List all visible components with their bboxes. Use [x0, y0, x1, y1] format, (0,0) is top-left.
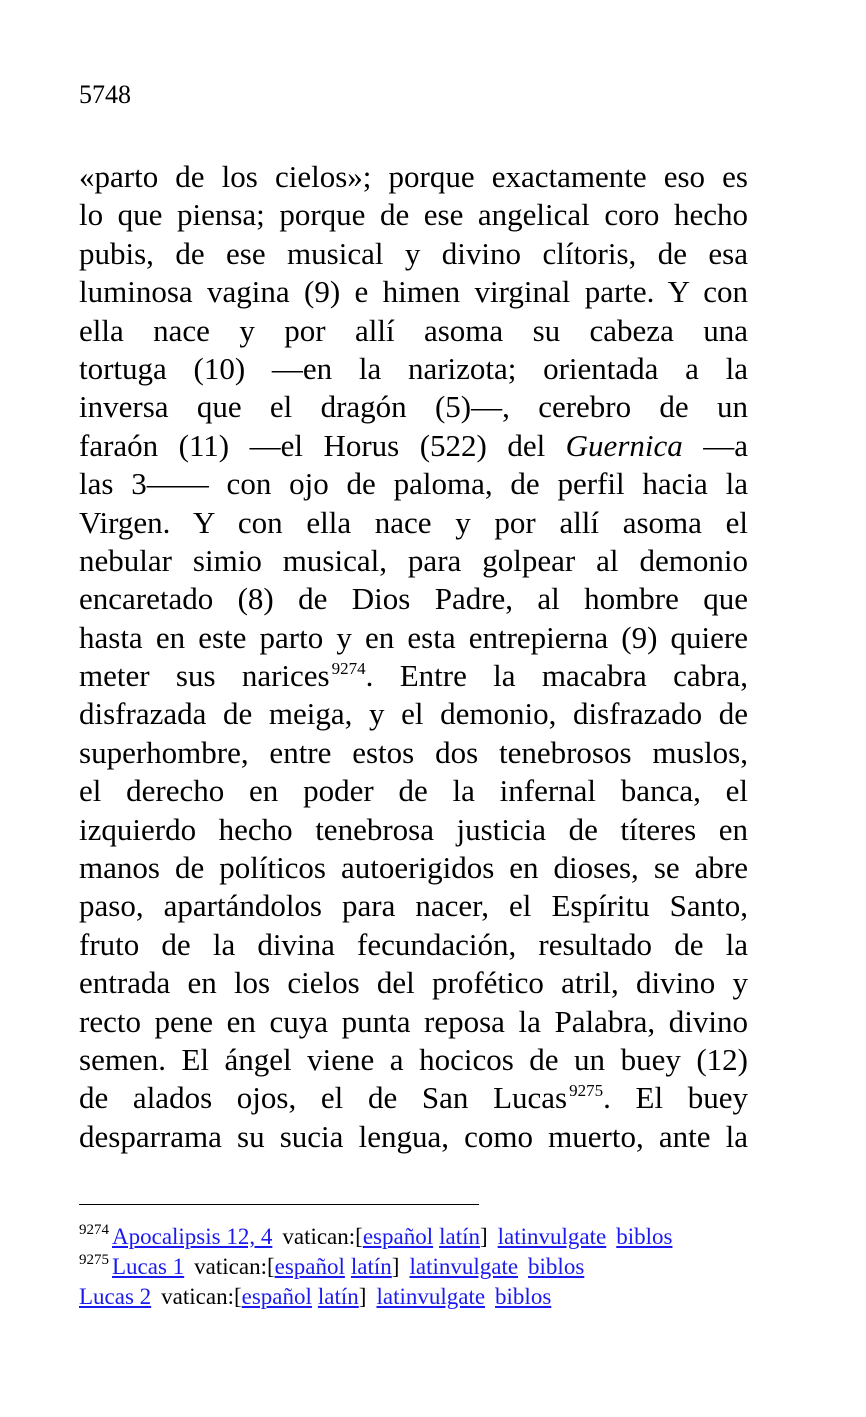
biblos-link[interactable]: biblos: [616, 1224, 673, 1249]
vatican-close: ]: [358, 1284, 367, 1309]
footnote-reference[interactable]: 9274: [331, 659, 366, 679]
footnote: [79, 1252, 759, 1282]
text-line: nebular simio musical, para golpear al demonio: [79, 542, 748, 578]
text-line: pubis, de ese musical y divino clítoris, de esa: [79, 235, 748, 271]
latin-link[interactable]: latín: [350, 1254, 392, 1279]
footnotes: [79, 1222, 759, 1312]
bible-reference-link[interactable]: Lucas 2: [79, 1284, 152, 1309]
espanol-link[interactable]: español: [241, 1284, 312, 1309]
text-line: tortuga (10) —en la narizota; orientada a la: [79, 350, 748, 386]
latinvulgate-link[interactable]: latinvulgate: [497, 1224, 607, 1249]
text-line: disfrazada de meiga, y el demonio, disfrazado de: [79, 696, 748, 732]
text-line: meter sus narices $^{9274}$. Entre la macabra cabra,: [79, 658, 748, 694]
latinvulgate-link[interactable]: latinvulgate: [409, 1254, 519, 1279]
text-line: encaretado (8) de Dios Padre, al hombre que: [79, 581, 748, 617]
text-line: las 3—— con ojo de paloma, de perfil hacia la: [79, 466, 748, 502]
bible-reference-link[interactable]: Lucas 1: [112, 1254, 185, 1279]
biblos-link[interactable]: biblos: [528, 1254, 585, 1279]
latinvulgate-link[interactable]: latinvulgate: [376, 1284, 486, 1309]
vatican-label: vatican:[: [282, 1224, 363, 1249]
footnote-separator: [79, 1204, 479, 1205]
text-line: ella nace y por allí asoma su cabeza una: [79, 312, 748, 348]
text-line: inversa que el dragón (5)—, cerebro de un: [79, 389, 748, 425]
footnote-number: 9274: [79, 1222, 109, 1238]
text-line: de alados ojos, el de San Lucas $^{9275}$. El buey: [79, 1080, 749, 1116]
footnote: [79, 1282, 759, 1312]
text-line: fruto de la divina fecundación, resultado de la: [79, 926, 748, 962]
footnote-number: 9275: [79, 1252, 109, 1268]
footnote-reference[interactable]: 9275: [569, 1081, 604, 1101]
espanol-link[interactable]: español: [362, 1224, 434, 1249]
text-line: «parto de los cielos»; porque exactamente eso es: [79, 159, 748, 194]
latin-link[interactable]: latín: [317, 1284, 359, 1309]
italic-title: Guernica: [565, 427, 683, 463]
text-line: hasta en este parto y en esta entrepierna (9) quiere: [79, 619, 748, 655]
text-line: semen. El ángel viene a hocicos de un buey (12): [79, 1041, 748, 1077]
text-line: lo que piensa; porque de ese angelical coro hecho: [79, 197, 748, 233]
biblos-link[interactable]: biblos: [495, 1284, 552, 1309]
text-line: izquierdo hecho tenebrosa justicia de títeres en: [79, 811, 748, 847]
text-line: paso, apartándolos para nacer, el Espíritu Santo,: [79, 888, 748, 924]
text-line: el derecho en poder de la infernal banca, el: [79, 773, 748, 809]
text-line: luminosa vagina (9) e himen virginal parte. Y con: [79, 274, 748, 310]
text-line: faraón (11) —el Horus (522) del Guernica —a: [79, 427, 748, 463]
footnote: [79, 1222, 759, 1252]
latin-link[interactable]: latín: [439, 1224, 480, 1249]
vatican-label: vatican:[: [194, 1254, 275, 1279]
text-line: Virgen. Y con ella nace y por allí asoma el: [79, 504, 748, 540]
text-line: recto pene en cuya punta reposa la Palabra, divino: [79, 1003, 748, 1039]
vatican-close: ]: [391, 1254, 400, 1279]
bible-reference-link[interactable]: Apocalipsis 12, 4: [112, 1224, 273, 1249]
text-line: superhombre, entre estos dos tenebrosos muslos,: [79, 734, 748, 770]
espanol-link[interactable]: español: [274, 1254, 345, 1279]
vatican-close: ]: [479, 1224, 488, 1249]
text-line: desparrama su sucia lengua, como muerto, ante la: [79, 1118, 748, 1154]
text-line: entrada en los cielos del profético atril, divino y: [79, 965, 748, 1001]
text-line: manos de políticos autoerigidos en dioses, se abre: [79, 850, 748, 886]
vatican-label: vatican:[: [161, 1284, 242, 1309]
body-text: [79, 158, 748, 1156]
page-number: 5748: [79, 80, 131, 109]
